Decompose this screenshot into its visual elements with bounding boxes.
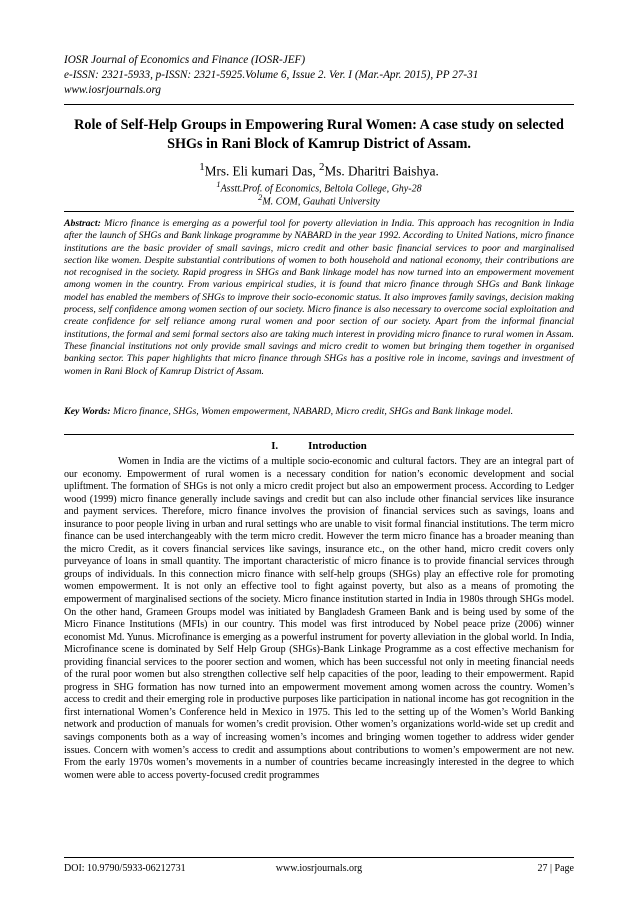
aff1-marker: 1: [216, 180, 221, 189]
keywords-text: Micro finance, SHGs, Women empowerment, NABARD, Micro credit, SHGs and Bank linkage model.: [113, 406, 514, 417]
author2-marker: 2: [319, 161, 325, 173]
author-line: [64, 159, 574, 179]
introduction-body: [64, 456, 574, 782]
footer-doi: DOI: 10.9790/5933-06212731: [64, 863, 186, 874]
journal-issn-line: e-ISSN: 2321-5933, p-ISSN: 2321-5925.Volume 6, Issue 2. Ver. I (Mar.-Apr. 2015), PP 27-31: [64, 69, 479, 81]
header-rule: [64, 104, 574, 105]
abstract-top-rule: [64, 211, 574, 212]
section-heading: [64, 440, 574, 453]
paper-title: Role of Self-Help Groups in Empowering Rural Women: A case study on selected SHGs in Rani Block of Kamrup District of Assam.: [74, 117, 564, 152]
journal-header: [64, 53, 574, 98]
footer-page-number: 27 | Page: [537, 863, 574, 874]
keywords: [64, 406, 574, 419]
section-number: I.: [271, 440, 279, 452]
abstract: [64, 218, 574, 378]
footer-website: www.iosrjournals.org: [275, 863, 363, 874]
aff2-marker: 2: [258, 193, 263, 202]
journal-website: www.iosrjournals.org: [64, 84, 161, 96]
journal-name: IOSR Journal of Economics and Finance (IOSR-JEF): [64, 54, 306, 66]
intro-paragraph: Women in India are the victims of a multiple socio-economic and cultural factors. They are an integral part of our economy. Empowerment of rural women is a necessary condition for nation’s economic development and social upliftment. The formation of SHGs is not only a micro credit project but also an empowerment process. According to Ledger wood (1999) micro finance generally include savings and credit but can also include other financial services like insurance and payment services. Therefore, micro finance involves the provision of financial services such as savings, loans and insurance to poor people living in urban and rural settings who are unable to visit formal financial institutions. The term micro finance can be used interchangeably with the term micro credit. However the term micro finance has a broader meaning than the micro Credit, as it covers financial services like savings, insurance etc., on the other hand, micro credit covers only purveyance of loans in small quantity. The important characteristic of micro finance is to provide financial services through groups of individuals. In this connection micro finance with self-help groups (SHGs) play an effective role for promoting women empowerment. It is not only an effective tool to fight against poverty, but also as a means of promoting the empowerment of marginalised sections of the society. Micro finance institution started in India in 1980s through SHGs model. On the other hand, Grameen Groups model was initiated by Bangladesh Grameen Bank and is being used by some of the Micro Finance Institutions (MFIs) in our country. This model was first introduced by Nobel peace prize (2006) winner economist Md. Yunus. Microfinance is emerging as a powerful instrument for poverty alleviation in the global world. In India, Microfinance scene is dominated by Self Help Group (SHGs)-Bank Linkage Programme as a cost effective mechanism for providing financial services to the poorer section and women, which has been successful not only in meeting financial needs of the rural poor women but also strengthen collective self help capacities of the poor, leading to their empowerment. Rapid progress in SHG formation has now turned into an empowerment movement among women across the country. Women’s access to credit and their emerging role in productive purposes like participation in national income has got recognition in the first international Women’s Conference held in Mexico in 1975. This led to the setting up of the Women’s World Banking network and production of manuals for women’s credit provision. Other women’s organizations world-wide set up credit and savings components both as a way of increasing women’s incomes and bringing women together to address wider gender issues. Concern with women’s access to credit and assumptions about contributions to women’s empowerment are not new. From the early 1970s women’s movements in a number of countries became increasingly interested in the degree to which women were able to access poverty-focused credit programmes: [64, 456, 574, 781]
aff1-text: Asstt.Prof. of Economics, Beltola College, Ghy-28: [220, 183, 422, 195]
abstract-text: Micro finance is emerging as a powerful tool for poverty alleviation in India. This approach has recognition in India after the launch of SHGs and Bank linkage programme by NABARD in the year 1992. According to United Nations, micro finance institutions are the basic provider of small savings, micro credit and other basic financial services to poor and marginalised section like women. Despite substantial contributions of women to both household and national economy, their contributions are not recognised in the society. Rapid progress in SHGs and Bank linkage model has now turned into an empowerment movement among women in the country. From various empirical studies, it is found that micro finance through SHGs and Bank linkage model has enabled the members of SHGs to improve their socio-economic status. It also improves family savings, decision making process, self confidence among women section of our society. Micro finance is also necessary to overcome social exploitation and create confidence for self reliance among rural women and poor section of our society. Apart from the informal financial institutions, the formal and semi formal sectors also are taking much interest in providing micro finance to rural women in Assam. These financial institutions not only provide small savings and micro credit to women but bringing them together in organised banking sector. This paper highlights that micro finance through SHGs has a positive role in income, savings and investment of women in Rani Block of Kamrup District of Assam.: [64, 218, 574, 377]
abstract-label: Abstract:: [64, 218, 101, 229]
author1-name: Mrs. Eli kumari Das,: [204, 163, 319, 179]
footer-rule: [64, 857, 574, 858]
keywords-label: Key Words:: [64, 406, 111, 417]
keywords-bottom-rule: [64, 434, 574, 435]
section-title: Introduction: [308, 440, 367, 452]
author2-name: Ms. Dharitri Baishya.: [324, 163, 439, 179]
aff2-text: M. COM, Gauhati University: [262, 196, 380, 208]
author1-marker: 1: [199, 161, 205, 173]
affiliation-2: [64, 191, 574, 208]
